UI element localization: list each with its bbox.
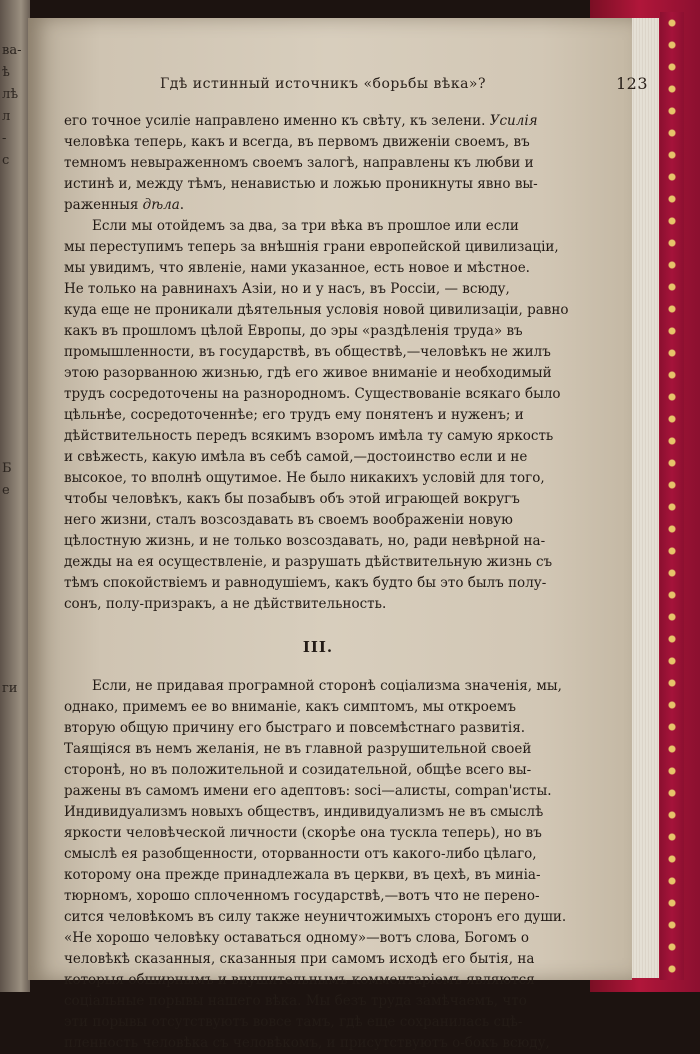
left-page-fragment bbox=[2, 766, 28, 788]
left-page-fragment bbox=[2, 414, 28, 436]
left-page-fragment bbox=[2, 194, 28, 216]
left-page-fragment bbox=[2, 788, 28, 810]
text-line: дѣйствительность передъ всякимъ взоромъ имѣла ту самую яркость bbox=[64, 428, 554, 444]
left-page-fragment bbox=[2, 590, 28, 612]
left-page-fragment bbox=[2, 546, 28, 568]
left-page-fragment: ва- bbox=[2, 43, 22, 58]
text-line: высокое, то вполнѣ ощутимое. Не было никакихъ условій для того, bbox=[64, 470, 545, 486]
text-line: смыслѣ ея разобщенности, оторванности отъ какого-либо цѣлаго, bbox=[64, 846, 537, 862]
left-page-fragment bbox=[2, 700, 28, 722]
gilt-border-ornament bbox=[660, 12, 684, 980]
left-page-fragment bbox=[2, 722, 28, 744]
text-line: темномъ невыраженномъ своемъ залогѣ, направлены къ любви и bbox=[64, 155, 534, 171]
left-page-fragment: е bbox=[2, 483, 10, 498]
text-line: мы переступимъ теперь за внѣшнія грани европейской цивилизаціи, bbox=[64, 239, 559, 255]
left-page-fragment bbox=[2, 370, 28, 392]
left-page-fragment bbox=[2, 392, 28, 414]
left-page-edge bbox=[0, 0, 30, 992]
text-line: него жизни, сталъ возсоздавать въ своемъ воображеніи новую bbox=[64, 512, 513, 528]
left-page-fragment bbox=[2, 326, 28, 348]
text-line: трудъ сосредоточены на разнородномъ. Существованіе всякаго было bbox=[64, 386, 561, 402]
left-page-fragment: с bbox=[2, 153, 10, 168]
left-page-fragment: ѣ bbox=[2, 65, 10, 80]
left-page-fragment bbox=[2, 304, 28, 326]
left-page-fragment bbox=[2, 832, 28, 854]
text-line: сонъ, полу-призракъ, а не дѣйствительность. bbox=[64, 596, 387, 612]
text-line: однако, примемъ ее во вниманіе, какъ симптомъ, мы откроемъ bbox=[64, 699, 517, 715]
text-line: яркости человѣческой личности (скорѣе она тускла теперь), но въ bbox=[64, 825, 542, 841]
left-page-fragment bbox=[2, 656, 28, 678]
text-line: ражены въ самомъ имени его адептовъ: soci—алисты, compan'исты. bbox=[64, 783, 552, 799]
left-page-fragment bbox=[2, 502, 28, 524]
text-line: Не только на равнинахъ Азіи, но и у насъ, въ Россіи, — всюду, bbox=[64, 281, 510, 297]
text-line: Таящіяся въ немъ желанія, не въ главной разрушительной своей bbox=[64, 741, 532, 757]
left-page-text-fragments bbox=[2, 40, 28, 876]
left-page-fragment: ги bbox=[2, 681, 18, 696]
text-line: сторонѣ, но въ положительной и созидательной, общѣе всего вы- bbox=[64, 762, 532, 778]
book-page bbox=[28, 18, 648, 1051]
text-line: которыя обширнымъ и внушительнымъ комментаріемъ являются bbox=[64, 972, 535, 988]
text-line: Индивидуализмъ новыхъ обществъ, индивидуализмъ не въ смыслѣ bbox=[64, 804, 544, 820]
left-page-fragment bbox=[2, 260, 28, 282]
text-line: эти порывы отсутствуютъ вовсе тамъ, гдѣ еще сохранилась сцѣ- bbox=[64, 1014, 523, 1030]
text-line: какъ въ прошломъ цѣлой Европы, до эры «раздѣленія труда» въ bbox=[64, 323, 523, 339]
left-page-fragment bbox=[2, 524, 28, 546]
text-line: его точное усиліе направлено именно къ свѣту, къ зелени. Усилія bbox=[64, 113, 538, 129]
text-line: «Не хорошо человѣку оставаться одному»—вотъ слова, Богомъ о bbox=[64, 930, 529, 946]
text-line: которому она прежде принадлежала въ церкви, въ цехѣ, въ миніа- bbox=[64, 867, 541, 883]
text-line: Если мы отойдемъ за два, за три вѣка въ прошлое или если bbox=[92, 218, 519, 234]
text-line: промышленности, въ государствѣ, въ обществѣ,—человѣкъ не жилъ bbox=[64, 344, 551, 360]
text-line: цѣльнѣе, сосредоточеннѣе; его трудъ ему понятенъ и нуженъ; и bbox=[64, 407, 524, 423]
text-line: пленность человѣка съ человѣкомъ, и присутствуютъ о-бокъ всюду, bbox=[64, 1035, 550, 1051]
left-page-fragment bbox=[2, 810, 28, 832]
running-head bbox=[110, 66, 650, 94]
left-page-fragment bbox=[2, 436, 28, 458]
text-line: мы увидимъ, что явленіе, нами указанное, есть новое и мѣстное. bbox=[64, 260, 530, 276]
page-edges bbox=[628, 18, 659, 978]
text-line: куда еще не проникали дѣятельныя условія новой цивилизаціи, равно bbox=[64, 302, 569, 318]
left-page-fragment: - bbox=[2, 131, 7, 146]
paragraph-1 bbox=[64, 111, 572, 216]
left-page-fragment bbox=[2, 238, 28, 260]
text-line: Если, не придавая програмной сторонѣ соціализма значенія, мы, bbox=[92, 678, 562, 694]
text-line: соціальные порывы нашего вѣка. Мы безъ труда замѣчаемъ, что bbox=[64, 993, 527, 1009]
left-page-fragment bbox=[2, 172, 28, 194]
page-number: 123 bbox=[615, 74, 648, 93]
page-body bbox=[64, 111, 572, 1054]
text-line: человѣкѣ сказанныя, сказанныя при самомъ исходѣ его бытія, на bbox=[64, 951, 535, 967]
text-line: цѣлостную жизнь, и не только возсоздавать, но, ради невѣрной на- bbox=[64, 533, 546, 549]
left-page-fragment bbox=[2, 282, 28, 304]
left-page-fragment bbox=[2, 348, 28, 370]
text-line: истинѣ и, между тѣмъ, ненавистью и ложью проникнуты явно вы- bbox=[64, 176, 538, 192]
left-page-fragment bbox=[2, 216, 28, 238]
text-line: дежды на ея осуществленіе, и разрушать дѣйствительную жизнь съ bbox=[64, 554, 553, 570]
left-page-fragment bbox=[2, 634, 28, 656]
section-heading: III. bbox=[302, 638, 334, 656]
left-page-fragment bbox=[2, 568, 28, 590]
text-line: вторую общую причину его быстраго и повсемѣстнаго развитія. bbox=[64, 720, 525, 736]
text-line: тѣмъ спокойствіемъ и равнодушіемъ, какъ будто бы это былъ полу- bbox=[64, 575, 547, 591]
left-page-fragment: Б bbox=[2, 461, 12, 476]
text-line: сится человѣкомъ въ силу также неуничтожимыхъ сторонъ его души. bbox=[64, 909, 567, 925]
text-line: раженныя дѣла. bbox=[64, 197, 185, 213]
running-title: Гдѣ истинный источникъ «борьбы вѣка»? bbox=[160, 76, 487, 92]
text-line: этою разорванною жизнью, гдѣ его живое вниманіе и необходимый bbox=[64, 365, 552, 381]
left-page-fragment: лѣ bbox=[2, 87, 19, 102]
paragraph-2 bbox=[64, 216, 572, 615]
left-page-fragment bbox=[2, 744, 28, 766]
left-page-fragment bbox=[2, 854, 28, 876]
left-page-fragment: л bbox=[2, 109, 11, 124]
paragraph-3 bbox=[64, 676, 572, 1054]
left-page-fragment bbox=[2, 612, 28, 634]
text-line: тюрномъ, хорошо сплоченномъ государствѣ,—вотъ что не перено- bbox=[64, 888, 540, 904]
text-line: чтобы человѣкъ, какъ бы позабывъ объ этой играющей вокругъ bbox=[64, 491, 520, 507]
text-line: и свѣжесть, какую имѣла въ себѣ самой,—достоинство если и не bbox=[64, 449, 528, 465]
text-line: человѣка теперь, какъ и всегда, въ первомъ движеніи своемъ, въ bbox=[64, 134, 530, 150]
